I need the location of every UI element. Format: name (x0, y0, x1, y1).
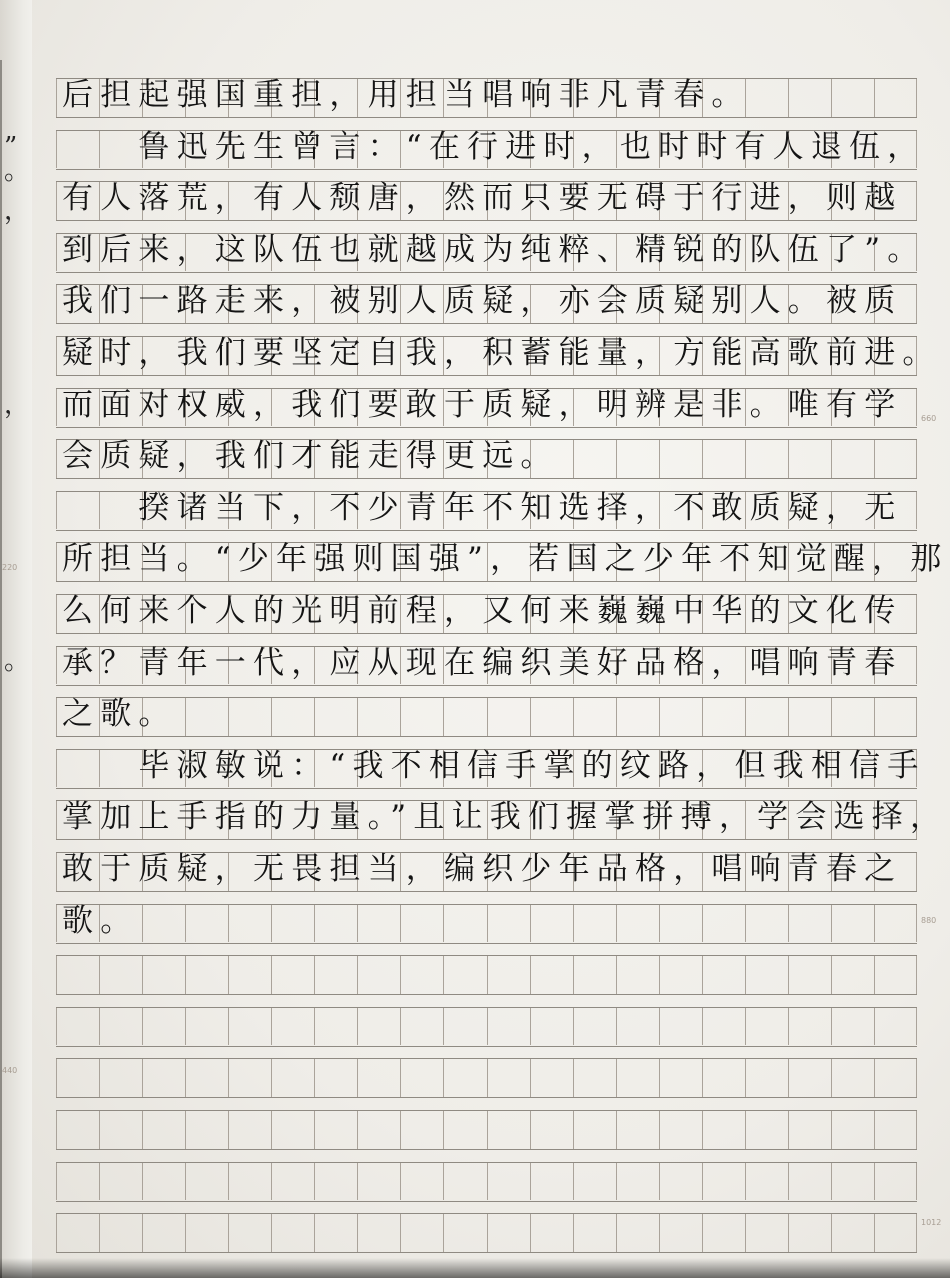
grid-cell (788, 956, 831, 994)
essay-line: 之歌。 (62, 696, 177, 733)
essay-line: 有人落荒，有人颓唐，然而只要无碍于行进，则越 (62, 180, 903, 217)
grid-cell (573, 1111, 616, 1149)
grid-cell (573, 956, 616, 994)
essay-line: 所担当。“少年强则国强”，若国之少年不知觉醒，那 (62, 541, 949, 578)
grid-cell (745, 1214, 788, 1252)
grid-cell (142, 956, 185, 994)
grid-cell (702, 1059, 745, 1097)
grid-cell (185, 1111, 228, 1149)
grid-cell (487, 1214, 530, 1252)
grid-cell (874, 1214, 917, 1252)
grid-cell (400, 1214, 443, 1252)
essay-line: 歌。 (62, 902, 139, 939)
grid-cell (702, 1214, 745, 1252)
word-count-marker: 1012 (921, 1218, 942, 1227)
grid-cell (271, 1214, 314, 1252)
grid-cell (831, 1163, 874, 1201)
grid-cell (530, 1163, 573, 1201)
grid-cell (659, 1008, 702, 1046)
grid-cell (616, 1163, 659, 1201)
grid-cell (788, 1111, 831, 1149)
grid-row (56, 1162, 917, 1202)
grid-cell (443, 1214, 486, 1252)
grid-cell (99, 1008, 142, 1046)
grid-cell (400, 1111, 443, 1149)
left-edge-mark: ， (4, 196, 31, 226)
grid-cell (745, 1059, 788, 1097)
grid-cell (400, 956, 443, 994)
left-edge-mark: ， (4, 390, 31, 420)
grid-cell (745, 956, 788, 994)
grid-cell (831, 956, 874, 994)
grid-cell (788, 1059, 831, 1097)
grid-cell (443, 1111, 486, 1149)
grid-cell (56, 1059, 99, 1097)
grid-cell (573, 1008, 616, 1046)
grid-cell (487, 1008, 530, 1046)
grid-cell (314, 1111, 357, 1149)
page-shadow (0, 1258, 950, 1278)
grid-cell (616, 956, 659, 994)
grid-cell (573, 1059, 616, 1097)
essay-line: 到后来，这队伍也就越成为纯粹、精锐的队伍了”。 (62, 231, 926, 268)
grid-row (56, 1058, 917, 1098)
grid-cell (487, 956, 530, 994)
grid-cell (530, 956, 573, 994)
grid-cell (56, 1214, 99, 1252)
grid-cell (314, 1059, 357, 1097)
grid-cell (659, 1111, 702, 1149)
essay-line: 么何来个人的光明前程，又何来巍巍中华的文化传 (62, 593, 903, 629)
grid-cell (616, 1214, 659, 1252)
grid-cell (357, 1059, 400, 1097)
grid-cell (142, 1111, 185, 1149)
grid-cell (56, 956, 99, 994)
grid-cell (271, 956, 314, 994)
grid-cell (874, 956, 917, 994)
grid-cell (357, 1008, 400, 1046)
grid-cell (185, 956, 228, 994)
grid-cell (659, 1163, 702, 1201)
grid-cell (530, 1111, 573, 1149)
grid-cell (530, 1059, 573, 1097)
grid-cell (314, 1163, 357, 1201)
grid-cell (228, 1008, 271, 1046)
grid-cell (228, 1214, 271, 1252)
word-count-marker: 660 (921, 414, 937, 423)
grid-cell (831, 1059, 874, 1097)
grid-cell (99, 956, 142, 994)
grid-cell (99, 1059, 142, 1097)
grid-cell (745, 1111, 788, 1149)
grid-cell (788, 1214, 831, 1252)
left-edge-mark: 。 (4, 156, 31, 186)
grid-cell (228, 956, 271, 994)
grid-cell (573, 1163, 616, 1201)
grid-cell (400, 1163, 443, 1201)
grid-cell (443, 956, 486, 994)
grid-cell (185, 1059, 228, 1097)
grid-cell (616, 1111, 659, 1149)
grid-cell (271, 1008, 314, 1046)
grid-row (56, 1110, 917, 1150)
grid-cell (487, 1059, 530, 1097)
grid-cell (56, 1111, 99, 1149)
grid-cell (314, 956, 357, 994)
essay-line: 承？青年一代，应从现在编织美好品格，唱响青春 (62, 644, 903, 681)
grid-cell (271, 1111, 314, 1149)
grid-cell (228, 1059, 271, 1097)
grid-cell (616, 1008, 659, 1046)
grid-cell (56, 1008, 99, 1046)
essay-line: 敢于质疑，无畏担当，编织少年品格，唱响青春之 (62, 851, 903, 887)
grid-row (56, 1213, 917, 1253)
grid-cell (831, 1214, 874, 1252)
essay-line: 后担起强国重担，用担当唱响非凡青春。 (62, 77, 750, 113)
grid-cell (228, 1163, 271, 1201)
grid-cell (400, 1059, 443, 1097)
word-count-marker: 440 (2, 1066, 18, 1075)
grid-cell (702, 1163, 745, 1201)
grid-cell (185, 1163, 228, 1201)
grid-cell (745, 1008, 788, 1046)
grid-cell (271, 1163, 314, 1201)
word-count-marker: 880 (921, 916, 937, 925)
grid-cell (659, 956, 702, 994)
essay-line: 疑时，我们要坚定自我，积蓄能量，方能高歌前进。 (62, 335, 941, 371)
grid-cell (228, 1111, 271, 1149)
grid-cell (659, 1214, 702, 1252)
essay-line: 毕淑敏说：“我不相信手掌的纹路，但我相信手 (62, 747, 926, 784)
grid-cell (702, 1008, 745, 1046)
grid-cell (874, 1059, 917, 1097)
left-edge-mark: 。 (4, 646, 31, 676)
grid-cell (443, 1008, 486, 1046)
grid-cell (831, 1008, 874, 1046)
grid-cell (185, 1214, 228, 1252)
grid-cell (487, 1163, 530, 1201)
grid-cell (142, 1163, 185, 1201)
essay-line: 掌加上手指的力量。”且让我们握掌拼搏，学会选择， (62, 799, 949, 836)
grid-cell (659, 1059, 702, 1097)
left-edge-mark: ” (4, 132, 18, 162)
grid-cell (99, 1163, 142, 1201)
grid-cell (142, 1008, 185, 1046)
essay-line: 揆诸当下，不少青年不知选择，不敢质疑，无 (62, 489, 903, 526)
grid-cell (357, 1163, 400, 1201)
grid-cell (530, 1214, 573, 1252)
grid-cell (400, 1008, 443, 1046)
grid-cell (314, 1214, 357, 1252)
grid-cell (314, 1008, 357, 1046)
grid-cell (788, 1163, 831, 1201)
grid-cell (745, 1163, 788, 1201)
grid-cell (616, 1059, 659, 1097)
grid-cell (788, 1008, 831, 1046)
word-count-marker: 220 (2, 563, 18, 572)
grid-cell (874, 1163, 917, 1201)
grid-cell (142, 1059, 185, 1097)
grid-cell (874, 1111, 917, 1149)
grid-cell (357, 956, 400, 994)
grid-row (56, 955, 917, 995)
grid-cell (185, 1008, 228, 1046)
grid-cell (271, 1059, 314, 1097)
essay-line: 鲁迅先生曾言：“在行进时，也时时有人退伍， (62, 128, 926, 165)
essay-line: 会质疑，我们才能走得更远。 (62, 438, 559, 475)
grid-row (56, 1007, 917, 1047)
grid-cell (530, 1008, 573, 1046)
grid-cell (99, 1111, 142, 1149)
grid-cell (443, 1059, 486, 1097)
grid-cell (357, 1214, 400, 1252)
grid-cell (443, 1163, 486, 1201)
essay-line: 而面对权威，我们要敢于质疑，明辨是非。唯有学 (62, 386, 903, 423)
essay-line: 我们一路走来，被别人质疑，亦会质疑别人。被质 (62, 283, 903, 320)
grid-cell (357, 1111, 400, 1149)
grid-cell (56, 1163, 99, 1201)
grid-cell (573, 1214, 616, 1252)
grid-cell (142, 1214, 185, 1252)
grid-cell (702, 1111, 745, 1149)
grid-cell (487, 1111, 530, 1149)
grid-cell (99, 1214, 142, 1252)
grid-cell (702, 956, 745, 994)
grid-cell (874, 1008, 917, 1046)
grid-cell (831, 1111, 874, 1149)
